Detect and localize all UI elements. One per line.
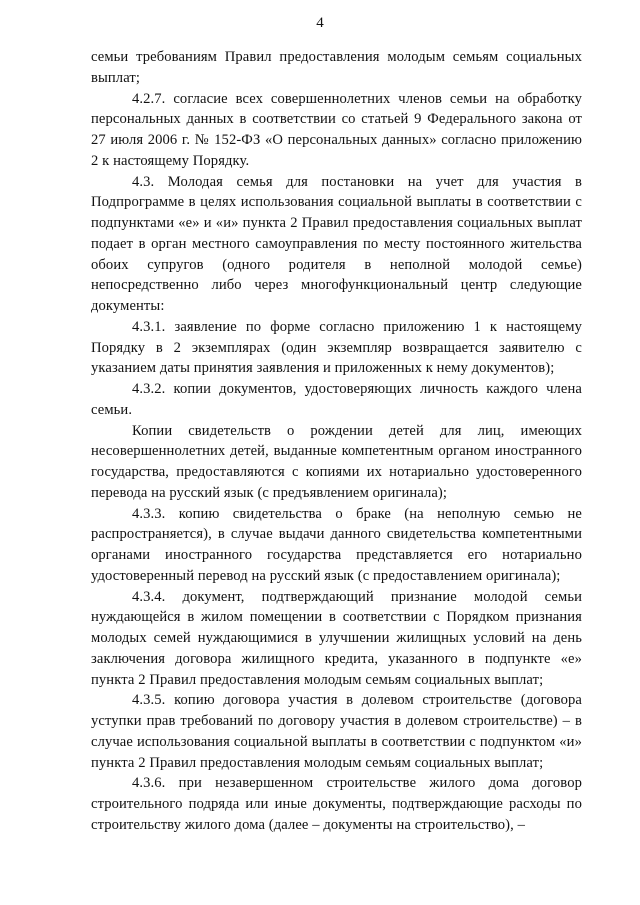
paragraph-4-3-4: 4.3.4. документ, подтверждающий признание молодой семьи нуждающейся в жилом помещении в соответствии с Порядком признания молодых семей нуждающимися в улучшении жилищных условий на день заключения договора жилищного кредита, указанного в подпункте «е» пункта 2 Правил предоставления молодым семьям социальных выплат; (91, 588, 582, 688)
paragraph-4-3-5: 4.3.5. копию договора участия в долевом строительстве (договора уступки прав требований по договору участия в долевом строительстве) – в случае использования социальной выплаты в соответствии с подпунктом «и» пункта 2 Правил предоставления молодым семьям социальных выплат; (91, 692, 582, 771)
document-body (91, 47, 582, 836)
paragraph-4-3-3: 4.3.3. копию свидетельства о браке (на неполную семью не распространяется), в случае выдачи данного свидетельства компетентными органами иностранного государства представляется его нотариально удостоверенный перевод на русский язык (с предоставлением оригинала); (91, 505, 582, 584)
page-number: 4 (316, 15, 324, 31)
paragraph-4-3-6: 4.3.6. при незавершенном строительстве жилого дома договор строительного подряда или иные документы, подтверждающие расходы по строительству жилого дома (далее – документы на строительство), – (91, 775, 582, 833)
paragraph-intro-continuation: семьи требованиям Правил предоставления молодым семьям социальных выплат; (91, 49, 582, 86)
paragraph-4-3-1: 4.3.1. заявление по форме согласно приложению 1 к настоящему Порядку в 2 экземплярах (один экземпляр возвращается заявителю с указанием даты принятия заявления и приложенных к нему документов); (91, 318, 582, 377)
paragraph-4-3: 4.3. Молодая семья для постановки на учет для участия в Подпрограмме в целях использования социальной выплаты в соответствии с подпунктами «е» и «и» пункта 2 Правил предоставления социальных выплат подает в орган местного самоуправления по месту постоянного жительства обоих супругов (одного родителя в неполной молодой семье) непосредственно либо через многофункциональный центр следующие документы: (91, 173, 582, 314)
paragraph-4-2-7: 4.2.7. согласие всех совершеннолетних членов семьи на обработку персональных данных в соответствии со статьей 9 Федерального закона от 27 июля 2006 г. № 152-ФЗ «О персональных данных» согласно приложению 2 к настоящему Порядку. (91, 90, 582, 169)
paragraph-4-3-2-copies: Копии свидетельств о рождении детей для лиц, имеющих несовершеннолетних детей, выданные компетентным органом иностранного государства, предоставляются с копиями их нотариально удостоверенного перевода на русский язык (с предъявлением оригинала); (91, 422, 582, 501)
paragraph-4-3-2: 4.3.2. копии документов, удостоверяющих личность каждого члена семьи. (91, 381, 582, 418)
